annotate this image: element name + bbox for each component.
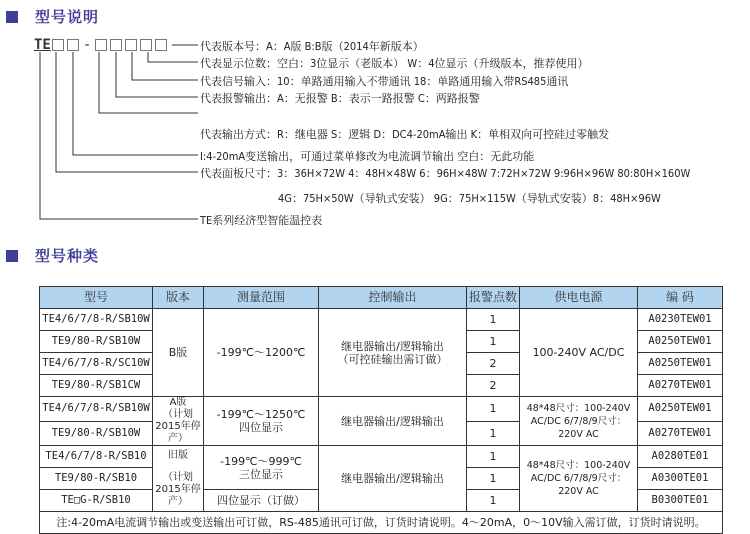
header-version: 版本	[153, 287, 204, 309]
desc-alarm-output: 代表报警输出：A：无报警 B：表示一路报警 C：两路报警	[200, 92, 480, 105]
desc-display-digits: 代表显示位数：空白：3位显示（老版本） W：4位显示（升级版本，推荐使用）	[200, 57, 589, 70]
cell-model: TE9/80-R/SB10W	[40, 421, 153, 446]
table-row	[40, 446, 723, 468]
cell-range	[204, 397, 319, 446]
cell-version	[153, 446, 204, 512]
section-title-text: 型号种类	[35, 247, 100, 265]
cell-model: TE4/6/7/8-R/SB10	[40, 446, 153, 468]
cell-alarms: 1	[467, 309, 520, 331]
cell-model: TE9/80-R/SB10W	[40, 331, 153, 353]
cell-range	[204, 446, 319, 490]
range-line-2: 三位显示	[239, 467, 283, 481]
version-label: 旧版	[168, 449, 188, 461]
cell-alarms: 1	[467, 331, 520, 353]
header-code: 编 码	[638, 287, 723, 309]
desc-signal-input: 代表信号输入：10：单路通用输入不带通讯 18：单路通用输入带RS485通讯	[200, 75, 569, 88]
cell-alarms: 2	[467, 353, 520, 375]
desc-panel-size: 代表面板尺寸：3：36H×72W 4：48H×48W 6：96H×48W 7:72H×72W 9:96H×96W 80:80H×160W	[200, 167, 691, 180]
range-line-1: -199℃～999℃	[220, 454, 302, 468]
cell-code: A0250TEW01	[638, 397, 723, 422]
cell-model: TE4/6/7/8-R/SB10W	[40, 309, 153, 331]
control-line-1: 继电器输出/逻辑输出	[341, 339, 444, 353]
cell-code: A0270TEW01	[638, 375, 723, 397]
control-line-2: （可控硅输出需订做）	[337, 352, 448, 366]
table-note-row	[40, 512, 723, 534]
square-bullet-icon	[6, 250, 18, 262]
desc-output-mode: 代表输出方式：R：继电器 S：逻辑 D：DC4-20mA输出 K：单相双向可控硅过零触发	[200, 128, 610, 141]
cell-code: A0250TEW01	[638, 353, 723, 375]
cell-power: 100-240V AC/DC	[520, 309, 638, 397]
cell-control-output: 继电器输出/逻辑输出	[319, 446, 467, 512]
header-control-output: 控制输出	[319, 287, 467, 309]
table-header-row	[40, 287, 723, 309]
cell-control-output: 继电器输出/逻辑输出	[319, 397, 467, 446]
header-power-supply: 供电电源	[520, 287, 638, 309]
cell-version	[153, 397, 204, 446]
cell-code: A0300TE01	[638, 468, 723, 490]
cell-range: -199℃～1200℃	[204, 309, 319, 397]
cell-code: A0270TEW01	[638, 421, 723, 446]
table-row	[40, 397, 723, 422]
table-row	[40, 309, 723, 331]
cell-model: TE4/6/7/8-R/SC10W	[40, 353, 153, 375]
header-range: 测量范围	[204, 287, 319, 309]
section-title-text: 型号说明	[35, 8, 100, 26]
table-note: 注:4-20mA电流调节输出或变送输出可订做，RS-485通讯可订做，订货时请说明。4～20mA，0～10V输入需订做，订货时请说明。	[40, 512, 723, 534]
cell-code: A0230TEW01	[638, 309, 723, 331]
version-label: A版	[169, 397, 187, 408]
desc-transmit-output: I:4-20mA变送输出，可通过菜单修改为电流调节输出 空白：无此功能	[200, 150, 535, 163]
range-line-1: -199℃～1250℃	[216, 408, 306, 421]
cell-alarms: 1	[467, 397, 520, 422]
cell-alarms: 1	[467, 446, 520, 468]
cell-version: B版	[153, 309, 204, 397]
code-dash: -	[82, 37, 92, 53]
desc-panel-size-cont: 4G：75H×50W（导轨式安装） 9G：75H×115W（导轨式安装）8：48H×96W	[278, 192, 661, 205]
cell-range-custom: 四位显示（订做）	[204, 490, 319, 512]
model-types-table	[39, 286, 723, 534]
cell-code: A0250TEW01	[638, 331, 723, 353]
desc-version: 代表版本号：A：A版 B:B版（2014年新版本）	[200, 40, 424, 53]
cell-alarms: 1	[467, 468, 520, 490]
desc-series: TE系列经济型智能温控表	[200, 214, 323, 227]
code-prefix: TE	[34, 37, 51, 53]
cell-alarms: 2	[467, 375, 520, 397]
cell-model: TE9/80-R/SB1CW	[40, 375, 153, 397]
header-alarm-count: 报警点数	[467, 287, 520, 309]
section-title-model-types	[6, 245, 99, 266]
cell-power: 48*48尺寸：100-240V AC/DC 6/7/8/9尺寸：220V AC	[520, 446, 638, 512]
cell-model: TE□G-R/SB10	[40, 490, 153, 512]
cell-control-output	[319, 309, 467, 397]
cell-power: 48*48尺寸：100-240V AC/DC 6/7/8/9尺寸：220V AC	[520, 397, 638, 446]
cell-alarms: 1	[467, 421, 520, 446]
model-code-diagram	[0, 0, 750, 240]
range-line-2: 四位显示	[239, 421, 283, 434]
cell-alarms: 1	[467, 490, 520, 512]
header-model: 型号	[40, 287, 153, 309]
version-note: （计划2015年停产）	[155, 471, 201, 507]
cell-model: TE4/6/7/8-R/SB10W	[40, 397, 153, 422]
version-note: （计划2015年停产）	[155, 409, 201, 444]
cell-code: A0280TE01	[638, 446, 723, 468]
cell-code: B0300TE01	[638, 490, 723, 512]
cell-model: TE9/80-R/SB10	[40, 468, 153, 490]
